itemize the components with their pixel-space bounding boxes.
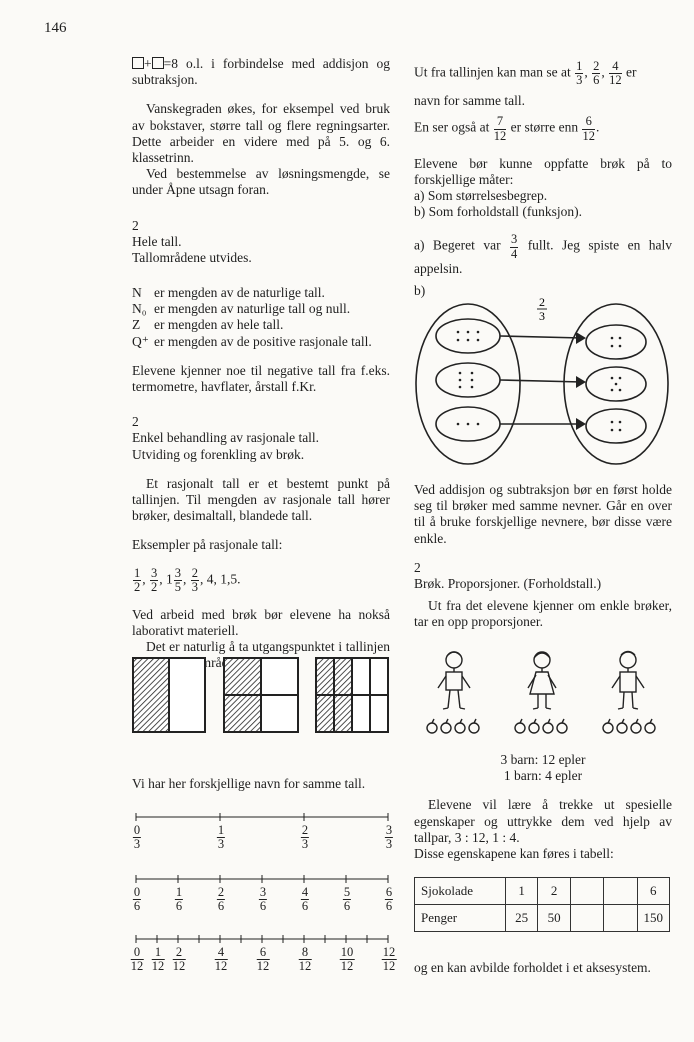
- paragraph-axis-system: og en kan avbilde forholdet i et aksesystem.: [414, 960, 651, 975]
- page-number: 146: [44, 20, 67, 36]
- number-line-label: $\frac{10}{12}$: [340, 945, 354, 974]
- table-cell: [604, 878, 637, 905]
- section-heading: Brøk. Proporsjoner. (Forholdstall.): [414, 575, 602, 591]
- paragraph-comparison: En ser også at $\frac{7}{12}$ er større enn $\frac{6}{12}$ .: [414, 114, 600, 143]
- paragraph-table-intro: Disse egenskapene kan føres i tabell:: [414, 845, 614, 861]
- fraction: $\frac{6}{12}$: [582, 114, 595, 143]
- number-line-label: $\frac{3}{6}$: [259, 885, 267, 914]
- placeholder-box: [132, 57, 144, 69]
- mapping-fraction-den: 3: [539, 309, 545, 323]
- table-cell: 150: [637, 905, 670, 932]
- set-item: N er mengden av de naturlige tall.: [132, 285, 325, 301]
- fraction: $\frac{1}{2}$: [134, 565, 141, 594]
- left-column: [132, 56, 390, 672]
- paragraph-same-denominator: Ved addisjon og subtraksjon bør en først holde seg til brøker med samme nevner. Går en over til å bruke forskjellige nevnere, bør disse være enkle.: [414, 482, 672, 546]
- set-item: Q⁺ er mengden av de positive rasjonale tall.: [132, 333, 372, 349]
- fraction: $\frac{7}{12}$: [493, 114, 507, 143]
- proportion-table: [414, 877, 670, 932]
- number-line-label: $\frac{6}{12}$: [256, 945, 270, 974]
- table-cell: 50: [538, 905, 570, 932]
- fraction: $\frac{4}{12}$: [609, 59, 622, 88]
- right-column: [414, 60, 672, 299]
- example-a: a) Begeret var $\frac{3}{4}$ fullt. Jeg spiste en halv appelsin.: [414, 232, 673, 276]
- paragraph-same-number: navn for samme tall.: [414, 93, 525, 109]
- fraction: $\frac{2}{3}$: [191, 565, 198, 594]
- child-figure: [612, 652, 644, 710]
- table-cell: [570, 905, 603, 932]
- number-line-thirds: [132, 812, 393, 852]
- number-line-label: $\frac{4}{12}$: [214, 945, 228, 974]
- paragraph-negative-numbers: Elevene kjenner noe til negative tall fra f.eks. termometre, havflater, årstall f.Kr.: [132, 362, 390, 394]
- list-item-b: b) Som forholdstall (funksjon).: [414, 204, 582, 220]
- paragraph-solution-set: Ved bestemmelse av løsningsmengde, se under Åpne utsagn foran.: [132, 166, 390, 198]
- area-model-quarters: [224, 658, 298, 732]
- section-heading: Enkel behandling av rasjonale tall.: [132, 430, 320, 446]
- ratio-line: 3 barn: 12 epler: [500, 752, 586, 767]
- number-line-label: $\frac{0}{12}$: [130, 945, 144, 974]
- section-number: 2: [414, 559, 421, 575]
- list-item-a: a) Som størrelsesbegrep.: [414, 188, 548, 204]
- paragraph-difficulty: Vanskegraden økes, for eksempel ved bruk av bokstaver, større tall og flere regningsarter. Dette arbeider en videre med på 5. og 6. klassetrinn.: [132, 101, 390, 165]
- number-line-label: $\frac{2}{6}$: [217, 885, 225, 914]
- set-item: N₀ er mengden av naturlige tall og null.: [132, 301, 351, 317]
- child-figure: [438, 652, 470, 709]
- section-number: 2: [132, 414, 139, 430]
- table-cell: Penger: [415, 905, 506, 932]
- apples-group-2: [515, 719, 567, 733]
- table-row: [415, 878, 670, 905]
- set-item: Z er mengden av hele tall.: [132, 317, 284, 333]
- set-ellipse-left: [416, 304, 520, 464]
- right-column-bottom: [414, 752, 672, 862]
- number-line-label: $\frac{2}{3}$: [301, 823, 309, 852]
- paragraph-number-pairs: Elevene vil lære å trekke ut spesielle egenskaper og uttrykke dem ved hjelp av tallpar, 3 : 12, 1 : 4.: [414, 797, 672, 845]
- section-heading: Hele tall.: [132, 233, 182, 249]
- table-cell: [604, 905, 637, 932]
- section-subheading: Tallområdene utvides.: [132, 249, 252, 265]
- fraction: $\frac{1}{3}$: [576, 59, 583, 88]
- intro-paragraph: + =8 o.l. i forbindelse med addisjon og subtraksjon.: [132, 56, 390, 88]
- paragraph-number-line-equivalence: Ut fra tallinjen kan man se at $\frac{1}{3}$ , $\frac{2}{6}$ , $\frac{4}{12}$ er: [414, 59, 637, 88]
- paragraph-examples: Eksempler på rasjonale tall:: [132, 537, 283, 553]
- paragraph-rational: Et rasjonalt tall er et bestemt punkt på tallinjen. Til mengden av rasjonale tall hører brøker, desimaltall, blandede tall.: [132, 475, 390, 524]
- number-line-sixths: [132, 874, 393, 914]
- table-cell: 6: [637, 878, 670, 905]
- set-definitions: [132, 285, 390, 350]
- number-line-label: $\frac{1}{3}$: [217, 823, 225, 852]
- area-model-halves: [133, 658, 205, 732]
- example-b: b): [414, 282, 426, 298]
- table-cell: Sjokolade: [415, 878, 506, 905]
- number-line-label: $\frac{2}{12}$: [172, 945, 186, 974]
- paragraph-two-ways: Elevene bør kunne oppfatte brøk på to forskjellige måter:: [414, 155, 672, 187]
- paragraph-lab-material: Ved arbeid med brøk bør elevene ha nokså laborativt materiell.: [132, 606, 390, 638]
- number-line-caption: Vi har her forskjellige navn for samme tall.: [132, 776, 366, 791]
- child-figure: [528, 652, 556, 709]
- area-models: [132, 657, 390, 735]
- area-model-eighths: [316, 658, 388, 732]
- number-line-label: $\frac{12}{12}$: [382, 945, 396, 974]
- paragraph-number-line: Det er naturlig å ta utgangspunktet i tallinjen: [146, 639, 390, 655]
- number-line-label: $\frac{0}{3}$: [133, 823, 141, 852]
- number-line-label: $\frac{0}{6}$: [133, 885, 141, 914]
- table-cell: 1: [505, 878, 537, 905]
- apples-group-3: [603, 719, 655, 733]
- number-line-label: $\frac{8}{12}$: [298, 945, 312, 974]
- fraction: $\frac{3}{4}$: [511, 232, 518, 261]
- table-cell: [570, 878, 603, 905]
- number-line-label: $\frac{6}{6}$: [385, 885, 393, 914]
- number-line-label: $\frac{4}{6}$: [301, 885, 309, 914]
- number-line-label: $\frac{5}{6}$: [343, 885, 351, 914]
- children-apples-illustration: [414, 648, 672, 738]
- fraction: $\frac{3}{2}$: [151, 565, 158, 594]
- table-row: [415, 905, 670, 932]
- section-number: 2: [132, 217, 139, 233]
- mapping-fraction-num: 2: [539, 295, 545, 309]
- number-line-axis: [132, 812, 390, 824]
- table-cell: 2: [538, 878, 570, 905]
- apples-group-1: [427, 719, 479, 733]
- mapping-diagram: [414, 292, 672, 472]
- right-column-lower: [414, 482, 672, 631]
- number-line-label: $\frac{1}{12}$: [151, 945, 165, 974]
- placeholder-box: [152, 57, 164, 69]
- fraction: $\frac{3}{5}$: [174, 565, 181, 594]
- fraction: $\frac{2}{6}$: [593, 59, 600, 88]
- table-cell: 25: [505, 905, 537, 932]
- number-line-label: $\frac{3}{3}$: [385, 823, 393, 852]
- number-line-twelfths: [130, 934, 396, 974]
- paragraph-proportions: Ut fra det elevene kjenner om enkle brøker, tar en opp proporsjoner.: [414, 598, 672, 630]
- examples-fractions: $\frac{1}{2}$ , $\frac{3}{2}$ , 1 $\frac{3}{5}$ , $\frac{2}{3}$ , 4, 1,5.: [134, 565, 241, 594]
- ratio-line: 1 barn: 4 epler: [503, 768, 583, 784]
- number-line-label: $\frac{1}{6}$: [175, 885, 183, 914]
- section-subheading: Utviding og forenkling av brøk.: [132, 446, 305, 462]
